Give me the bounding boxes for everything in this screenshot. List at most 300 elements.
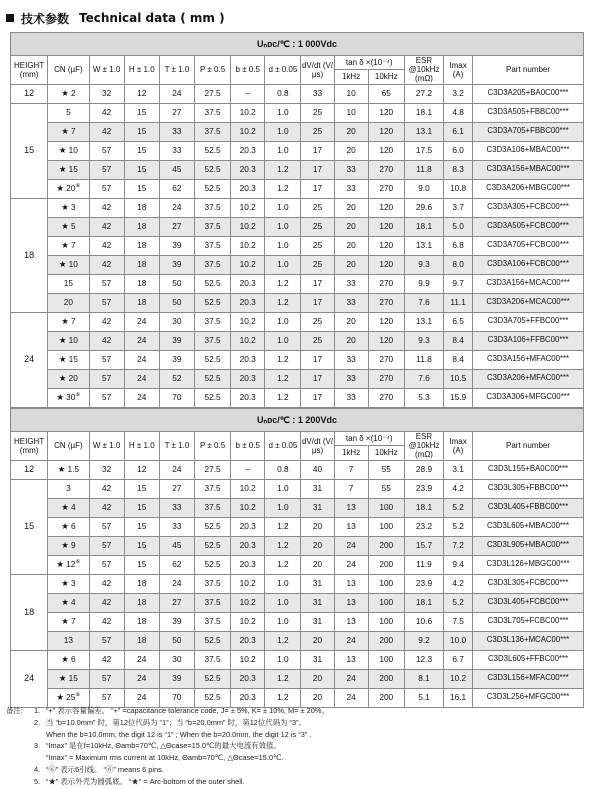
h-cell: 24 <box>124 331 159 350</box>
tan-10khz-cell: 100 <box>368 574 404 593</box>
pitch-cell: 52.5 <box>194 141 230 160</box>
d-cell: 1.0 <box>265 574 301 593</box>
table-title: Uₙᴅᴄ/℃ : 1 000Vdc <box>11 33 584 56</box>
tan-10khz-cell: 200 <box>368 669 404 688</box>
d-cell: 1.0 <box>265 236 301 255</box>
tan-1khz-cell: 20 <box>334 198 368 217</box>
esr-cell: 17.5 <box>404 141 443 160</box>
d-cell: 1.2 <box>265 517 301 536</box>
thickness-cell: 45 <box>159 160 194 179</box>
imax-cell: 6.0 <box>444 141 473 160</box>
tan-1khz-cell: 13 <box>334 650 368 669</box>
note-number: 3. <box>34 741 41 751</box>
dvdt-cell: 31 <box>301 650 334 669</box>
dvdt-cell: 25 <box>301 122 334 141</box>
imax-cell: 6.7 <box>444 650 473 669</box>
capacitance-cell: 13 <box>48 631 89 650</box>
width-cell: 42 <box>89 312 124 331</box>
table-row <box>11 669 584 688</box>
esr-cell: 5.1 <box>404 688 443 707</box>
table-row <box>11 350 584 369</box>
imax-cell: 7.2 <box>444 536 473 555</box>
width-cell: 57 <box>89 160 124 179</box>
tan-1khz-cell: 20 <box>334 312 368 331</box>
col-tan-delta: tan δ ×(10⁻⁴) <box>334 56 404 70</box>
thickness-cell: 27 <box>159 217 194 236</box>
h-cell: 18 <box>124 198 159 217</box>
h-cell: 24 <box>124 650 159 669</box>
d-cell: 1.0 <box>265 593 301 612</box>
height-cell: 15 <box>11 103 48 198</box>
capacitance-cell: ★ 6 <box>48 650 89 669</box>
esr-cell: 18.1 <box>404 217 443 236</box>
b-cell: 20.3 <box>231 179 265 198</box>
esr-cell: 9.0 <box>404 179 443 198</box>
b-cell: 10.2 <box>231 255 265 274</box>
esr-cell: 11.8 <box>404 160 443 179</box>
imax-cell: 10.8 <box>444 179 473 198</box>
dvdt-cell: 25 <box>301 198 334 217</box>
six-pin-mark: ⑥ <box>75 183 81 190</box>
col-esr: ESR @10kHz (mΩ) <box>404 56 443 85</box>
thickness-cell: 39 <box>159 255 194 274</box>
dvdt-cell: 17 <box>301 274 334 293</box>
b-cell: 10.2 <box>231 103 265 122</box>
width-cell: 57 <box>89 388 124 407</box>
tan-1khz-cell: 13 <box>334 498 368 517</box>
tan-10khz-cell: 55 <box>368 479 404 498</box>
thickness-cell: 39 <box>159 350 194 369</box>
note-text: “★” 表示外壳为圆弧底。 “★” = Arc-bottom of the outer shell. <box>46 776 245 786</box>
notes-label <box>6 752 34 764</box>
capacitance-cell: ★ 5 <box>48 217 89 236</box>
part-number-cell: C3D3A205+BA0C00*** <box>473 84 584 103</box>
col-height-h: H ± 1.0 <box>124 432 159 461</box>
height-cell: 15 <box>11 479 48 574</box>
b-cell: 10.2 <box>231 498 265 517</box>
d-cell: 1.2 <box>265 669 301 688</box>
bullet-square-icon <box>6 14 14 22</box>
table-title-row <box>11 409 584 432</box>
note-text: 当 “b=10.0mm” 时，第12位代码为 “1”；当 “b=20.0mm” 时，第12位代码为 “3”。 <box>46 717 306 727</box>
b-cell: 20.3 <box>231 160 265 179</box>
col-tan-10khz: 10kHz <box>368 446 404 460</box>
section-title-en: Technical data ( mm ) <box>79 11 225 25</box>
tan-10khz-cell: 100 <box>368 650 404 669</box>
part-number-cell: C3D3A206+MBGC00*** <box>473 179 584 198</box>
width-cell: 57 <box>89 669 124 688</box>
imax-cell: 4.2 <box>444 574 473 593</box>
note-number <box>34 729 46 741</box>
tan-1khz-cell: 24 <box>334 688 368 707</box>
dvdt-cell: 20 <box>301 536 334 555</box>
esr-cell: 18.1 <box>404 593 443 612</box>
dvdt-cell: 17 <box>301 369 334 388</box>
col-capacitance: CN (µF) <box>48 56 89 85</box>
tan-10khz-cell: 65 <box>368 84 404 103</box>
capacitance-cell: ★ 4 <box>48 593 89 612</box>
height-cell: 18 <box>11 574 48 650</box>
d-cell: 1.2 <box>265 536 301 555</box>
col-pitch: P ± 0.5 <box>194 56 230 85</box>
tan-1khz-cell: 13 <box>334 593 368 612</box>
col-thickness: T ± 1.0 <box>159 432 194 461</box>
table-row <box>11 255 584 274</box>
thickness-cell: 24 <box>159 84 194 103</box>
b-cell: 10.2 <box>231 331 265 350</box>
capacitance-cell: ★ 7 <box>48 312 89 331</box>
col-height: HEIGHT (mm) <box>11 56 48 85</box>
imax-cell: 9.4 <box>444 555 473 574</box>
esr-cell: 9.3 <box>404 331 443 350</box>
part-number-cell: C3D3A156+MFAC00*** <box>473 350 584 369</box>
capacitance-cell: ★ 15 <box>48 160 89 179</box>
note-text: When the b=10.0mm, the digit 12 is “1” ; When the b=20.0mm, the digit 12 is “3” . <box>46 729 312 739</box>
table-header <box>11 33 584 85</box>
tan-10khz-cell: 55 <box>368 460 404 479</box>
part-number-cell: C3D3A206+MFAC00*** <box>473 369 584 388</box>
imax-cell: 6.5 <box>444 312 473 331</box>
thickness-cell: 39 <box>159 669 194 688</box>
width-cell: 57 <box>89 141 124 160</box>
tan-1khz-cell: 33 <box>334 350 368 369</box>
thickness-cell: 50 <box>159 274 194 293</box>
esr-cell: 23.9 <box>404 574 443 593</box>
h-cell: 15 <box>124 536 159 555</box>
dvdt-cell: 31 <box>301 479 334 498</box>
part-number-cell: C3D3L256+MFGC00*** <box>473 688 584 707</box>
width-cell: 42 <box>89 479 124 498</box>
thickness-cell: 70 <box>159 688 194 707</box>
d-cell: 1.0 <box>265 103 301 122</box>
esr-cell: 8.1 <box>404 669 443 688</box>
b-cell: 10.2 <box>231 612 265 631</box>
col-capacitance: CN (µF) <box>48 432 89 461</box>
thickness-cell: 62 <box>159 555 194 574</box>
header-row <box>11 56 584 70</box>
pitch-cell: 37.5 <box>194 498 230 517</box>
b-cell: 20.3 <box>231 688 265 707</box>
capacitance-cell: ★ 3 <box>48 574 89 593</box>
tan-10khz-cell: 270 <box>368 179 404 198</box>
part-number-cell: C3D3L705+FCBC00*** <box>473 612 584 631</box>
capacitance-cell: ★ 10 <box>48 255 89 274</box>
col-width: W ± 1.0 <box>89 56 124 85</box>
capacitance-cell: ★ 7 <box>48 122 89 141</box>
b-cell: 20.3 <box>231 669 265 688</box>
d-cell: 1.2 <box>265 688 301 707</box>
table-row <box>11 536 584 555</box>
esr-cell: 10.6 <box>404 612 443 631</box>
width-cell: 57 <box>89 688 124 707</box>
d-cell: 1.0 <box>265 498 301 517</box>
note-number: 2. <box>34 717 41 727</box>
width-cell: 57 <box>89 555 124 574</box>
esr-cell: 18.1 <box>404 498 443 517</box>
pitch-cell: 52.5 <box>194 555 230 574</box>
dvdt-cell: 17 <box>301 388 334 407</box>
esr-cell: 23.9 <box>404 479 443 498</box>
imax-cell: 10.2 <box>444 669 473 688</box>
b-cell: 20.3 <box>231 555 265 574</box>
b-cell: 20.3 <box>231 517 265 536</box>
thickness-cell: 27 <box>159 479 194 498</box>
table-header <box>11 409 584 461</box>
dvdt-cell: 31 <box>301 593 334 612</box>
d-cell: 1.0 <box>265 141 301 160</box>
tan-10khz-cell: 120 <box>368 198 404 217</box>
h-cell: 24 <box>124 688 159 707</box>
esr-cell: 29.6 <box>404 198 443 217</box>
dvdt-cell: 17 <box>301 179 334 198</box>
part-number-cell: C3D3A705+FBBC00*** <box>473 122 584 141</box>
thickness-cell: 33 <box>159 517 194 536</box>
h-cell: 24 <box>124 312 159 331</box>
b-cell: 20.3 <box>231 274 265 293</box>
tan-10khz-cell: 270 <box>368 388 404 407</box>
d-cell: 1.2 <box>265 388 301 407</box>
h-cell: 24 <box>124 388 159 407</box>
part-number-cell: C3D3A306+MFGC00*** <box>473 388 584 407</box>
part-number-cell: C3D3A106+MBAC00*** <box>473 141 584 160</box>
imax-cell: 11.1 <box>444 293 473 312</box>
pitch-cell: 37.5 <box>194 479 230 498</box>
height-cell: 24 <box>11 312 48 407</box>
h-cell: 18 <box>124 274 159 293</box>
six-pin-mark: ⑥ <box>75 392 81 399</box>
part-number-cell: C3D3L136+MCAC00*** <box>473 631 584 650</box>
thickness-cell: 62 <box>159 179 194 198</box>
tan-10khz-cell: 100 <box>368 593 404 612</box>
tan-1khz-cell: 13 <box>334 574 368 593</box>
thickness-cell: 33 <box>159 498 194 517</box>
table-row <box>11 103 584 122</box>
imax-cell: 6.8 <box>444 236 473 255</box>
notes-label <box>6 740 34 752</box>
width-cell: 57 <box>89 274 124 293</box>
pitch-cell: 37.5 <box>194 255 230 274</box>
thickness-cell: 70 <box>159 388 194 407</box>
part-number-cell: C3D3L156+MFAC00*** <box>473 669 584 688</box>
capacitance-cell: ★ 15 <box>48 350 89 369</box>
table-row <box>11 179 584 198</box>
part-number-cell: C3D3A156+MCAC00*** <box>473 274 584 293</box>
part-number-cell: C3D3A705+FCBC00*** <box>473 236 584 255</box>
pitch-cell: 52.5 <box>194 160 230 179</box>
tan-10khz-cell: 200 <box>368 688 404 707</box>
width-cell: 57 <box>89 350 124 369</box>
capacitance-cell: ★ 30⑥ <box>48 388 89 407</box>
spec-table-1200v <box>10 408 584 708</box>
dvdt-cell: 25 <box>301 217 334 236</box>
table-row <box>11 517 584 536</box>
esr-cell: 7.6 <box>404 293 443 312</box>
thickness-cell: 50 <box>159 293 194 312</box>
note-text: “⑥” 表示6引线。 “⑥” means 6 pins. <box>46 764 164 774</box>
notes-label <box>6 764 34 776</box>
d-cell: 1.2 <box>265 179 301 198</box>
imax-cell: 15.9 <box>444 388 473 407</box>
h-cell: 18 <box>124 255 159 274</box>
tan-10khz-cell: 120 <box>368 217 404 236</box>
imax-cell: 5.2 <box>444 593 473 612</box>
dvdt-cell: 31 <box>301 612 334 631</box>
height-cell: 18 <box>11 198 48 312</box>
pitch-cell: 37.5 <box>194 612 230 631</box>
d-cell: 1.2 <box>265 160 301 179</box>
tan-10khz-cell: 270 <box>368 160 404 179</box>
col-tan-1khz: 1kHz <box>334 446 368 460</box>
h-cell: 18 <box>124 217 159 236</box>
pitch-cell: 52.5 <box>194 293 230 312</box>
thickness-cell: 39 <box>159 612 194 631</box>
col-imax: Imax (A) <box>444 432 473 461</box>
d-cell: 1.0 <box>265 198 301 217</box>
section-title-zh: 技术参数 <box>21 11 70 26</box>
tan-1khz-cell: 20 <box>334 331 368 350</box>
col-height-h: H ± 1.0 <box>124 56 159 85</box>
h-cell: 12 <box>124 460 159 479</box>
b-cell: 10.2 <box>231 479 265 498</box>
part-number-cell: C3D3L405+FBBC00*** <box>473 498 584 517</box>
b-cell: 10.2 <box>231 312 265 331</box>
dvdt-cell: 31 <box>301 574 334 593</box>
b-cell: 10.2 <box>231 198 265 217</box>
col-tan-delta: tan δ ×(10⁻⁴) <box>334 432 404 446</box>
col-b: b ± 0.5 <box>231 432 265 461</box>
table-row <box>11 555 584 574</box>
width-cell: 57 <box>89 369 124 388</box>
tan-10khz-cell: 270 <box>368 293 404 312</box>
notes <box>6 705 590 788</box>
h-cell: 24 <box>124 669 159 688</box>
esr-cell: 27.2 <box>404 84 443 103</box>
tan-10khz-cell: 100 <box>368 498 404 517</box>
pitch-cell: 52.5 <box>194 388 230 407</box>
imax-cell: 9.7 <box>444 274 473 293</box>
h-cell: 15 <box>124 555 159 574</box>
note-line <box>6 752 590 764</box>
esr-cell: 9.2 <box>404 631 443 650</box>
b-cell: 20.3 <box>231 141 265 160</box>
tan-10khz-cell: 100 <box>368 517 404 536</box>
tan-10khz-cell: 270 <box>368 274 404 293</box>
dvdt-cell: 40 <box>301 460 334 479</box>
table-body <box>11 460 584 707</box>
width-cell: 57 <box>89 631 124 650</box>
imax-cell: 3.2 <box>444 84 473 103</box>
table-row <box>11 141 584 160</box>
pitch-cell: 37.5 <box>194 331 230 350</box>
d-cell: 0.8 <box>265 460 301 479</box>
col-part-number: Part number <box>473 56 584 85</box>
capacitance-cell: ★ 1.5 <box>48 460 89 479</box>
h-cell: 24 <box>124 350 159 369</box>
d-cell: 1.0 <box>265 479 301 498</box>
pitch-cell: 52.5 <box>194 669 230 688</box>
table-row <box>11 650 584 669</box>
pitch-cell: 37.5 <box>194 312 230 331</box>
pitch-cell: 52.5 <box>194 274 230 293</box>
imax-cell: 6.1 <box>444 122 473 141</box>
d-cell: 1.2 <box>265 274 301 293</box>
dvdt-cell: 17 <box>301 293 334 312</box>
dvdt-cell: 25 <box>301 103 334 122</box>
part-number-cell: C3D3L155+BA0C00*** <box>473 460 584 479</box>
imax-cell: 3.7 <box>444 198 473 217</box>
tan-1khz-cell: 13 <box>334 517 368 536</box>
d-cell: 1.0 <box>265 650 301 669</box>
notes-label <box>6 729 34 741</box>
capacitance-cell: ★ 12⑥ <box>48 555 89 574</box>
table-row <box>11 612 584 631</box>
imax-cell: 16.1 <box>444 688 473 707</box>
note-line <box>6 717 590 729</box>
col-b: b ± 0.5 <box>231 56 265 85</box>
h-cell: 18 <box>124 236 159 255</box>
table-body <box>11 84 584 407</box>
b-cell: 20.3 <box>231 350 265 369</box>
col-dvdt: dV/dt (V/µs) <box>301 432 334 461</box>
note-number: 4. <box>34 764 41 774</box>
d-cell: 1.2 <box>265 555 301 574</box>
pitch-cell: 52.5 <box>194 517 230 536</box>
col-tan-10khz: 10kHz <box>368 70 404 84</box>
tan-1khz-cell: 20 <box>334 236 368 255</box>
part-number-cell: C3D3A106+FCBC00*** <box>473 255 584 274</box>
thickness-cell: 24 <box>159 574 194 593</box>
note-number <box>34 752 46 764</box>
width-cell: 42 <box>89 236 124 255</box>
width-cell: 57 <box>89 293 124 312</box>
h-cell: 18 <box>124 612 159 631</box>
pitch-cell: 27.5 <box>194 460 230 479</box>
table-row <box>11 236 584 255</box>
tan-1khz-cell: 24 <box>334 631 368 650</box>
part-number-cell: C3D3A106+FFBC00*** <box>473 331 584 350</box>
thickness-cell: 30 <box>159 650 194 669</box>
thickness-cell: 39 <box>159 331 194 350</box>
esr-cell: 15.7 <box>404 536 443 555</box>
part-number-cell: C3D3L405+FCBC00*** <box>473 593 584 612</box>
dvdt-cell: 17 <box>301 350 334 369</box>
col-part-number: Part number <box>473 432 584 461</box>
h-cell: 15 <box>124 160 159 179</box>
width-cell: 42 <box>89 612 124 631</box>
b-cell: 10.2 <box>231 593 265 612</box>
b-cell: 20.3 <box>231 369 265 388</box>
imax-cell: 8.4 <box>444 350 473 369</box>
thickness-cell: 30 <box>159 312 194 331</box>
imax-cell: 10.0 <box>444 631 473 650</box>
pitch-cell: 52.5 <box>194 688 230 707</box>
b-cell: 10.2 <box>231 217 265 236</box>
capacitance-cell: ★ 7 <box>48 236 89 255</box>
table-title-row <box>11 33 584 56</box>
d-cell: 1.0 <box>265 122 301 141</box>
h-cell: 15 <box>124 498 159 517</box>
tan-1khz-cell: 33 <box>334 293 368 312</box>
table-title: Uₙᴅᴄ/℃ : 1 200Vdc <box>11 409 584 432</box>
width-cell: 57 <box>89 179 124 198</box>
tan-10khz-cell: 200 <box>368 536 404 555</box>
h-cell: 12 <box>124 84 159 103</box>
pitch-cell: 52.5 <box>194 350 230 369</box>
dvdt-cell: 25 <box>301 331 334 350</box>
pitch-cell: 52.5 <box>194 179 230 198</box>
col-dvdt: dV/dt (V/µs) <box>301 56 334 85</box>
part-number-cell: C3D3L905+MBAC00*** <box>473 536 584 555</box>
